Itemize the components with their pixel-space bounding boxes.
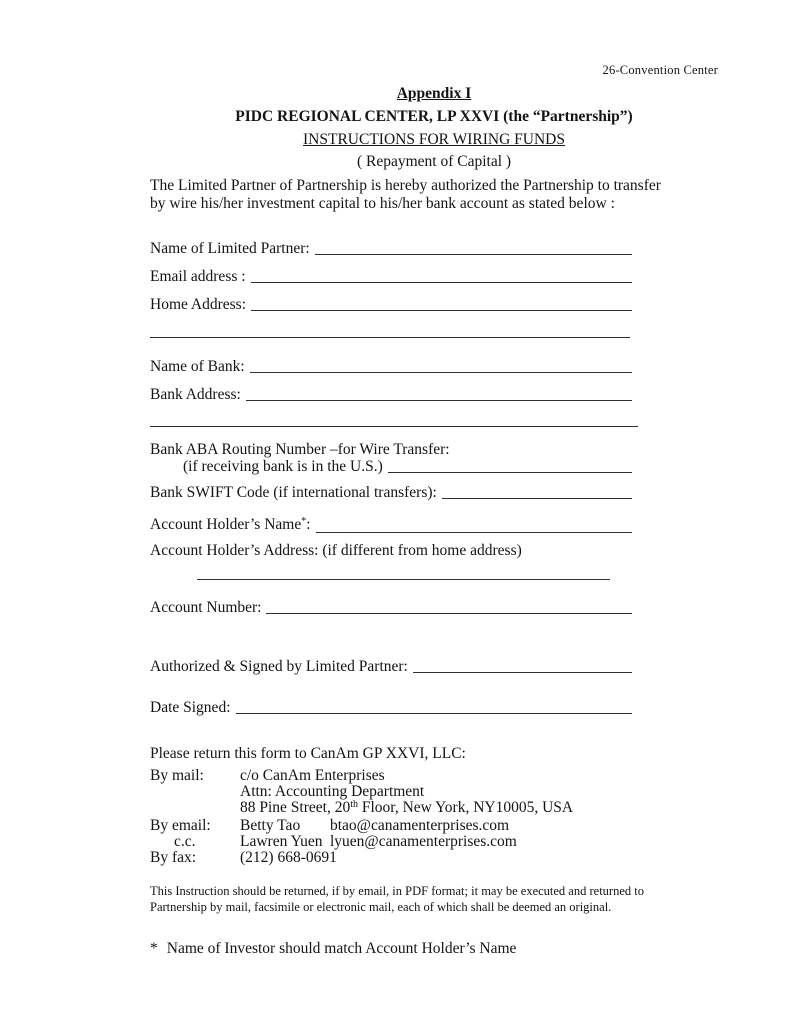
footnote bbox=[150, 940, 718, 957]
home-address-continuation-line bbox=[150, 321, 630, 338]
field-authorized-signature bbox=[150, 658, 632, 675]
field-label: (if receiving bank is in the U.S.) bbox=[183, 458, 383, 475]
field-date-signed bbox=[150, 699, 632, 716]
footnote-mark: * bbox=[150, 940, 158, 957]
field-email-address bbox=[150, 268, 632, 285]
contact-block bbox=[150, 768, 718, 866]
field-swift-code bbox=[150, 484, 632, 501]
document-content bbox=[150, 62, 718, 957]
field-label bbox=[150, 516, 311, 535]
contact-person: Betty Tao bbox=[240, 817, 301, 834]
instructions-heading bbox=[150, 131, 718, 148]
appendix-title: Appendix I bbox=[396, 85, 472, 102]
blank-line bbox=[388, 472, 632, 473]
contact-email: lyuen@canamenterprises.com bbox=[330, 833, 517, 850]
contact-value: (212) 668-0691 bbox=[240, 849, 337, 866]
asterisk-superscript: * bbox=[301, 516, 307, 527]
contact-row-mail-3 bbox=[150, 800, 718, 818]
blank-line bbox=[315, 254, 632, 255]
contact-row-fax bbox=[150, 850, 718, 866]
contact-value: Attn: Accounting Department bbox=[240, 783, 425, 800]
field-aba-routing-label: Bank ABA Routing Number –for Wire Transfer: bbox=[150, 441, 450, 458]
label-colon: : bbox=[306, 516, 311, 533]
address-pre: 88 Pine Street, 20 bbox=[240, 799, 351, 816]
address-post: Floor, New York, NY10005, USA bbox=[358, 799, 574, 816]
fine-print: This Instruction should be returned, if by email, in PDF format; it may be executed and returned to Partnership by mail, facsimile or electronic mail, each of which shall be deemed an original. bbox=[150, 884, 644, 914]
repayment-subtitle: ( Repayment of Capital ) bbox=[356, 153, 512, 170]
contact-row-email bbox=[150, 818, 718, 834]
blank-line bbox=[442, 498, 632, 499]
contact-value bbox=[240, 800, 718, 818]
field-account-holder-name bbox=[150, 516, 632, 535]
contact-row-mail-2 bbox=[150, 784, 718, 800]
contact-label bbox=[150, 784, 240, 800]
account-holder-address-continuation-line bbox=[197, 563, 610, 580]
contact-label bbox=[150, 800, 240, 818]
contact-row-cc bbox=[150, 834, 718, 850]
field-home-address bbox=[150, 296, 632, 313]
field-bank-address bbox=[150, 386, 632, 403]
field-label: Date Signed: bbox=[150, 699, 231, 716]
blank-line bbox=[246, 400, 632, 401]
contact-label: c.c. bbox=[174, 833, 196, 850]
contact-label: By email: bbox=[150, 817, 211, 834]
ordinal-superscript: th bbox=[350, 799, 358, 810]
footnote-text: Name of Investor should match Account Holder’s Name bbox=[166, 940, 517, 957]
field-name-of-bank bbox=[150, 358, 632, 375]
intro-paragraph: The Limited Partner of Partnership is hereby authorized the Partnership to transfer by wire his/her investment capital to his/her bank account as stated below : bbox=[150, 177, 661, 212]
field-label: Email address : bbox=[150, 268, 246, 285]
blank-line bbox=[413, 672, 632, 673]
field-aba-routing-line bbox=[150, 458, 632, 475]
field-label: Name of Limited Partner: bbox=[150, 240, 310, 257]
contact-label: By mail: bbox=[150, 767, 204, 784]
partnership-title: PIDC REGIONAL CENTER, LP XXVI (the “Partnership”) bbox=[235, 108, 633, 125]
contact-value: c/o CanAm Enterprises bbox=[240, 767, 385, 784]
field-account-holder-address-label: Account Holder’s Address: (if different from home address) bbox=[150, 542, 522, 559]
contact-person: Lawren Yuen bbox=[240, 833, 323, 850]
blank-line bbox=[266, 613, 632, 614]
contact-email: btao@canamenterprises.com bbox=[330, 817, 510, 834]
field-label: Authorized & Signed by Limited Partner: bbox=[150, 658, 408, 675]
bank-address-continuation-line bbox=[150, 410, 638, 427]
doc-reference: 26-Convention Center bbox=[602, 63, 718, 77]
blank-line bbox=[316, 532, 632, 533]
blank-line bbox=[250, 372, 632, 373]
field-label: Account Number: bbox=[150, 599, 262, 616]
label-text: Account Holder’s Name bbox=[150, 516, 302, 533]
field-label: Name of Bank: bbox=[150, 358, 245, 375]
blank-line bbox=[251, 310, 632, 311]
blank-line bbox=[236, 713, 633, 714]
contact-label: By fax: bbox=[150, 849, 197, 866]
field-label: Home Address: bbox=[150, 296, 247, 313]
contact-row-mail bbox=[150, 768, 718, 784]
field-label: Bank Address: bbox=[150, 386, 241, 403]
field-label: Bank SWIFT Code (if international transfers): bbox=[150, 484, 437, 501]
field-name-of-limited-partner bbox=[150, 240, 632, 257]
instructions-title: INSTRUCTIONS FOR WIRING FUNDS bbox=[303, 131, 565, 148]
return-instruction: Please return this form to CanAm GP XXVI, LLC: bbox=[150, 745, 466, 762]
blank-line bbox=[251, 282, 632, 283]
field-account-number bbox=[150, 599, 632, 616]
appendix-heading bbox=[150, 85, 718, 102]
